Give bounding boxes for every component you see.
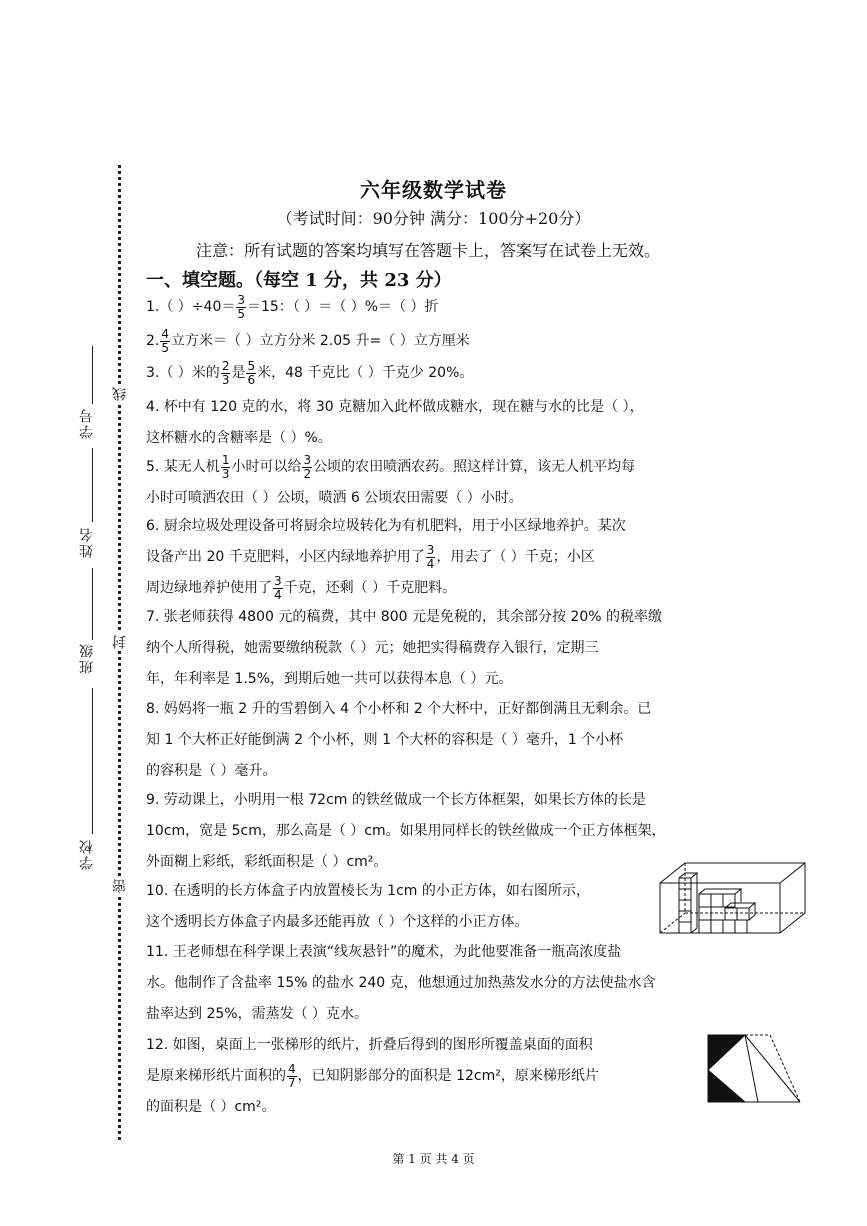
exam-notice: 注意：所有试题的答案均填写在答题卡上，答案写在试卷上无效。 [196,241,661,260]
fraction: $\frac{4}{5}$ [161,326,169,355]
question-9: 9. 劳动课上，小明用一根 72cm 的铁丝做成一个长方体框架，如果长方体的长是 10cm，宽是 5cm，那么高是（ ）cm。如果用同样长的铁丝做成一个正方体框架， 外面糊上彩纸，彩纸面积是（ ）cm²。 [146,792,666,870]
box-with-cubes-figure [655,858,815,938]
student-id-field[interactable] [92,346,93,404]
fraction: $\frac{3}{2}$ [303,452,312,481]
binding-fold-line [118,165,121,1140]
question-4: 4. 杯中有 120 克的水，将 30 克糖加入此杯做成糖水，现在糖与水的比是（ ）， 这杯糖水的含糖率是（ ）%。 [146,399,644,446]
section-heading: 一、填空题。（每空 1 分，共 23 分） [146,270,452,291]
fold-mark-secret: 密 [112,879,128,893]
question-10: 10. 在透明的长方体盒子内放置棱长为 1cm 的小正方体，如右图所示， 这个透明长方体盒子内最多还能再放（ ）个这样的小正方体。 [146,883,590,930]
fold-mark-seal: 封 [112,635,128,649]
page-number: 第 1 页 共 4 页 [392,1152,475,1166]
student-id-label: 学号 [79,407,95,439]
fraction: $\frac{1}{3}$ [221,452,230,481]
fraction: $\frac{3}{4}$ [274,573,282,602]
name-field[interactable] [92,448,93,522]
exam-info: （考试时间：90分钟 满分：100分+20分） [276,209,591,228]
school-field[interactable] [92,688,93,834]
question-3: 3.（ ）米的 $\frac{2}{3}$ 是 $\frac{5}{6}$ 米，48 千克比（ ）千克少 20%。 [146,358,474,387]
question-1: 1.（ ）÷40＝ $\frac{3}{5}$ ＝15：（ ）＝（ ）%＝（ ）折 [146,292,439,321]
class-label: 班级 [79,642,95,674]
question-7: 7. 张老师获得 4800 元的稿费，其中 800 元是免税的，其余部分按 20% 的税率缴 纳个人所得税，她需要缴纳税款（ ）元；她把实得稿费存入银行，定期三 年，年利率是 1.5%，到期后她一共可以获得本息（ ）元。 [146,609,662,687]
question-11: 11. 王老师想在科学课上表演“线灰悬针”的魔术，为此他要准备一瓶高浓度盐 水。他制作了含盐率 15% 的盐水 240 克，他想通过加热蒸发水分的方法使盐水含 盐率达到 25%，需蒸发（ ）克水。 [146,944,656,1022]
question-2: 2. $\frac{4}{5}$ 立方米＝（ ）立方分米 2.05 升=（ ）立方厘米 [146,326,470,355]
fraction: $\frac{5}{6}$ [247,358,256,387]
fraction: $\frac{4}{7}$ [288,1061,296,1090]
class-field[interactable] [92,568,93,640]
fraction: $\frac{3}{4}$ [426,542,435,571]
fold-mark-line: 线 [112,387,128,401]
folded-trapezoid-figure [700,1030,810,1110]
fraction: $\frac{3}{5}$ [237,292,245,321]
question-5: 5. 某无人机 $\frac{1}{3}$ 小时可以给 $\frac{3}{2}$ 公顷的农田喷洒农药。照这样计算，该无人机平均每 小时可喷洒农田（ ）公顷，喷洒 6 公顷农田需要（ ）小时。 [146,452,636,506]
question-6: 6. 厨余垃圾处理设备可将厨余垃圾转化为有机肥料，用于小区绿地养护。某次 设备产出 20 千克肥料，小区内绿地养护用了 $\frac{3}{4}$ ，用去了（ ）千克；小区 周边绿地养护使用了 $\frac{3}{4}$ 千克，还剩（ ）千克肥料。 [146,518,626,602]
page-title: 六年级数学试卷 [360,178,507,202]
fraction: $\frac{2}{3}$ [221,358,230,387]
question-8: 8. 妈妈将一瓶 2 升的雪碧倒入 4 个小杯和 2 个大杯中，正好都倒满且无剩余。已 知 1 个大杯正好能倒满 2 个小杯，则 1 个大杯的容积是（ ）毫升，1 个小杯 的容积是（ ）毫升。 [146,701,652,779]
school-label: 学校 [79,838,95,870]
name-label: 姓名 [79,526,95,558]
question-12: 12. 如图，桌面上一张梯形的纸片，折叠后得到的图形所覆盖桌面的面积 是原来梯形纸片面积的 $\frac{4}{7}$ ，已知阴影部分的面积是 12cm²，原来梯形纸片 的面积是（ ）cm²。 [146,1037,599,1115]
